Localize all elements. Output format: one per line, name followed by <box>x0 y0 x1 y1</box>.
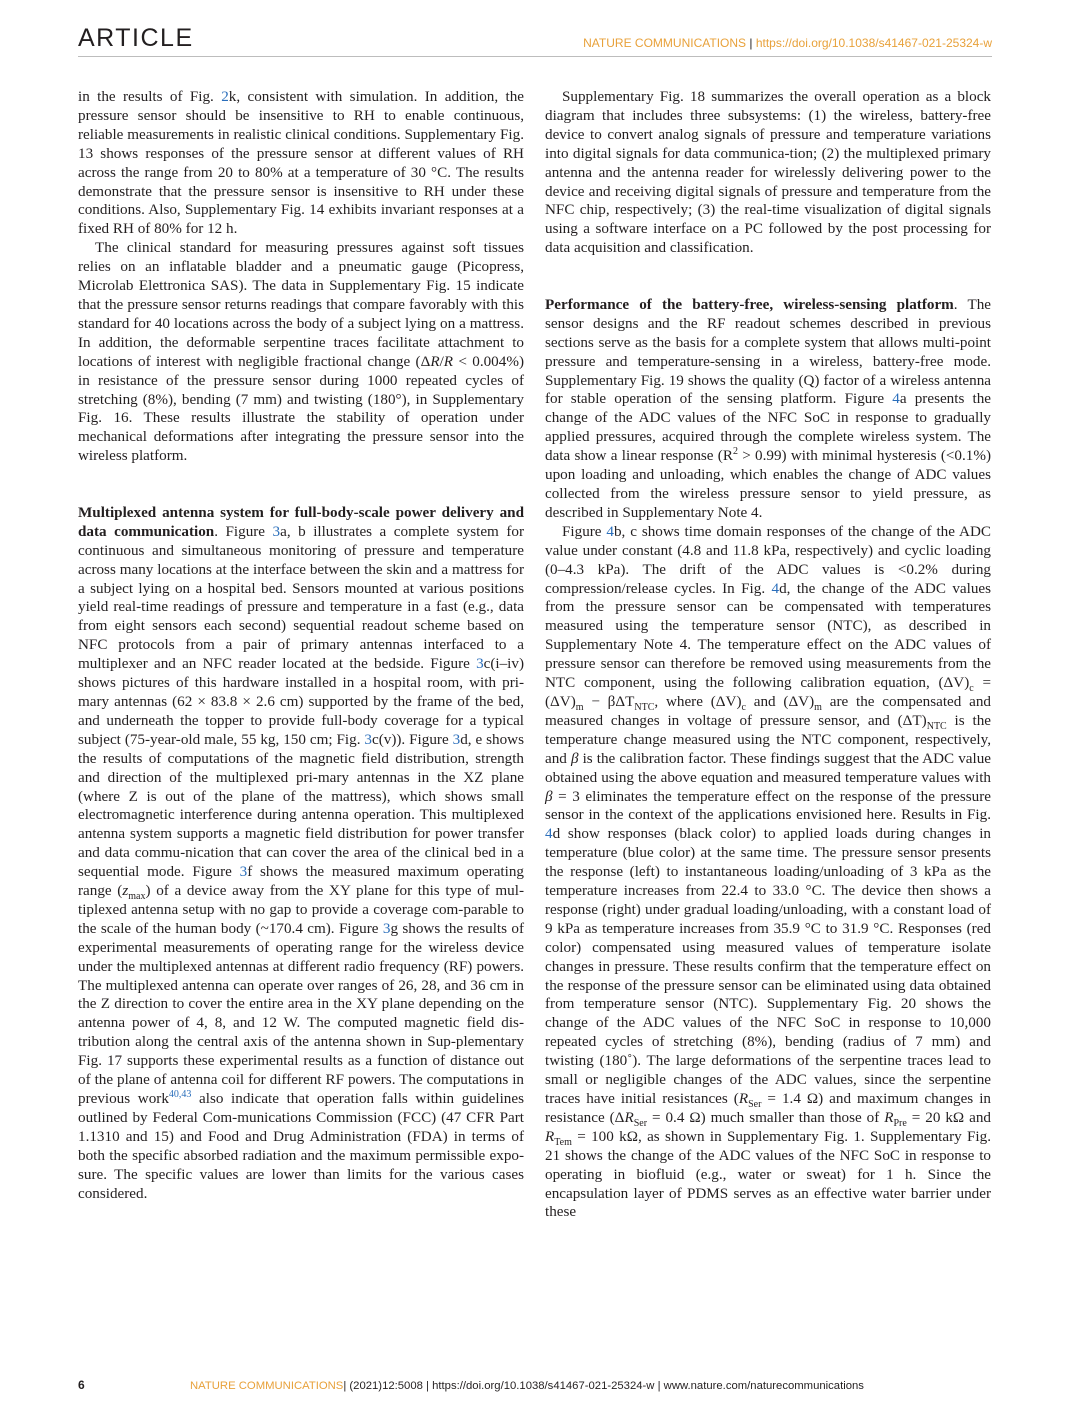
paragraph: Performance of the battery-free, wireless-sensing platform. The sensor designs and the RF readout schemes described in previous sections serve as the basis for a complete system that allows multi-point pressure and temperature-sensing in a wireless, battery-free mode. Supplementary Fig. 19 shows the quality (Q) factor of a wireless antenna for stable operation of the sensing platform. Figure 4a presents the change of the ADC values of the NFC SoC in response to gradually applied pressures, acquired through the complete wireless system. The data show a linear response $(R^2 > 0.99)$ with minimal hysteresis (<0.1%) upon loading and unloading, which enables the change of ADC values collected from the wireless pressure sensor to yield pressure, as described in Supplementary Note 4. <box>545 295 991 521</box>
section-gap <box>78 466 524 504</box>
section-heading: Performance of the battery-free, wireless-sensing platform <box>545 295 954 313</box>
paragraph: Supplementary Fig. 18 summarizes the overall operation as a block diagram that includes three subsystems: (1) the wireless, battery-free device to convert analog signals of pressure and temperature variations into digital signals for data communica-tion; (2) the multiplexed primary antenna and the antenna reader for wirelessly delivering power to the device and receiving digital signals of pressure and temperature from the NFC chip, respectively; (3) the real-time visualization of digital signals using a software interface on a PC followed by the post processing for data acquisition and classification. <box>545 88 991 257</box>
paragraph: Multiplexed antenna system for full-body-scale power delivery and data communication. Figure 3a, b illustrates a complete system for continuous and simultaneous monitoring of pressure and temperature across many locations at the interface between the skin and a mattress for a subject lying on a hospital bed. Sensors mounted at various positions yield real-time readings of pressure and temperature in a fast (e.g., data from eight sensors each second) sequential readout scheme based on NFC protocols from a pair of primary antennas interfaced to a multiplexer and an NFC reader located at the bedside. Figure 3c(i–iv) shows pictures of this hardware installed in a hospital room, with pri-mary antennas (62 × 83.8 × 2.6 cm) supported by the frame of the bed, and underneath the topper to provide full-body coverage for a typical subject (75-year-old male, 55 kg, 150 cm; Fig. 3c(v)). Figure 3d, e shows the results of computations of the magnetic field distribution, strength and direction of the multiplexed pri-mary antennas in the XZ plane (where Z is out of the plane of the mattress), which shows small electromagnetic interference during antenna operation. This multiplexed antenna system supports a magnetic field distribution for power transfer and data commu-nication that can cover the area of the clinical bed in a sequential mode. Figure 3f shows the measured maximum operating range $(z_{max})$ of a device away from the XY plane for this type of mul-tiplexed antenna setup with no gap to provide a coverage com-parable to the scale of the human body (~170.4 cm). Figure 3g shows the results of experimental measurements of operating range for the wireless device under the multiplexed antennas at different radio frequency (RF) powers. The multiplexed antenna can operate over ranges of 26, 28, and 36 cm in the Z direction to cover the entire area in the XY plane depending on the antenna power of 4, 8, and 12 W. The computed magnetic field dis-tribution along the central axis of the antenna shown in Sup-plementary Fig. 17 supports these experimental results as a function of distance out of the plane of antenna coil for different RF powers. The computations in previous work$^{40,43}$ also indicate that operation falls within guidelines outlined by Federal Com-munications Commission (FCC) (47 CFR Part 1.1310 and 15) and Food and Drug Administration (FDA) in terms of both the specific absorbed radiation and the maximum permissible expo-sure. The specific values are lower than limits for the various cases considered. <box>78 503 524 1202</box>
citation-link[interactable]: 40,43 <box>168 1088 192 1100</box>
figure-link[interactable]: 4 <box>892 390 900 408</box>
paragraph: The clinical standard for measuring pressures against soft tissues relies on an inflatable bladder and a pneumatic gauge (Picopress, Microlab Elettronica SAS). The data in Supplementary Fig. 15 indicate that the pressure sensor returns readings that compare favorably with this standard for 40 locations across the body of a subject lying on a mattress. In addition, the deformable serpentine traces facilitate attachment to locations of interest with negligible fractional change (ΔR/R < 0.004%) in resistance of the pressure sensor during 1000 repeated cycles of stretching (8%), bending (7 mm) and twisting (180°), in Supplementary Fig. 16. These results illustrate the stability of operation under mechanical deformations after integrating the pressure sensor into the wireless platform. <box>78 239 524 465</box>
figure-link[interactable]: 3 <box>364 730 372 748</box>
figure-link[interactable]: 4 <box>771 579 780 597</box>
figure-link[interactable]: 4 <box>606 522 614 540</box>
figure-link[interactable]: 3 <box>272 522 281 540</box>
figure-link[interactable]: 3 <box>476 655 484 673</box>
section-gap <box>545 258 991 296</box>
right-column <box>545 88 991 1222</box>
footer-journal-name: NATURE COMMUNICATIONS <box>190 1380 344 1392</box>
figure-link[interactable]: 3 <box>452 730 461 748</box>
running-header <box>583 36 992 50</box>
footer-citation: | (2021)12:5008 | https://doi.org/10.1038/s41467-021-25324-w | www.nature.com/naturecommunications <box>343 1380 864 1392</box>
paragraph: in the results of Fig. 2k, consistent with simulation. In addition, the pressure sensor should be insensitive to RH to enable continuous, reliable measurements in realistic clinical conditions. Supplementary Fig. 13 shows responses of the pressure sensor at different values of RH across the range from 20 to 80% at a temperature of 30 °C. The results demonstrate that the pressure sensor is insensitive to RH under these conditions. Also, Supplementary Fig. 14 exhibits invariant responses at a fixed RH of 80% for 12 h. <box>78 88 524 238</box>
section-label: ARTICLE <box>78 24 194 52</box>
page-number: 6 <box>78 1378 85 1392</box>
header-doi-link[interactable]: https://doi.org/10.1038/s41467-021-25324-w <box>755 36 992 50</box>
page-footer <box>78 1378 864 1392</box>
figure-link[interactable]: 2 <box>221 88 229 105</box>
header-journal-name: NATURE COMMUNICATIONS <box>583 36 747 50</box>
header-separator: | <box>746 36 756 50</box>
left-column <box>78 88 524 1203</box>
figure-link[interactable]: 3 <box>239 863 248 881</box>
header-divider <box>78 56 992 57</box>
figure-link[interactable]: 4 <box>545 825 553 843</box>
section-heading: Multiplexed antenna system for full-body-scale power delivery and data communication <box>78 503 524 540</box>
figure-link[interactable]: 3 <box>382 919 391 937</box>
paragraph: Figure 4b, c shows time domain responses of the change of the ADC value under constant (4.8 and 11.8 kPa, respectively) and cyclic loading (0–4.3 kPa). The drift of the ADC values is <0.2% during compression/release cycles. In Fig. 4d, the change of the ADC values from the pressure sensor can be compensated with temperatures measured using the temperature sensor (NTC), as described in Supplementary Note 4. The temperature effect on the ADC values of pressure sensor can therefore be removed using measurements from the NTC component, using the following calibration equation, $(\Delta V)_c = (\Delta V)_m - \beta\Delta T_{NTC}$, where $(\Delta V)_c$ and $(\Delta V)_m$ are the compensated and measured changes in voltage of pressure sensor, and $(\Delta T)_{NTC}$ is the temperature change measured using the NTC component, respectively, and β is the calibration factor. These findings suggest that the ADC value obtained using the above equation and measured temperature values with β = 3 eliminates the temperature effect on the response of the pressure sensor in the context of the applications envisioned here. Results in Fig. 4d show responses (black color) to applied loads during changes in temperature (blue color) at the same time. The pressure sensor presents the response (left) to instantaneous loading/unloading of 3 kPa as the temperature increases from 22.4 to 33.0 °C. The device then shows a response (right) under gradual loading/unloading, with a constant load of 9 kPa as temperature increases from 35.9 °C to 31.9 °C. Responses (red color) compensated using measured values of temperature isolate changes in pressure. These results confirm that the temperature effect on the response of the pressure sensor can be eliminated using data obtained from temperature sensor (NTC). Supplementary Fig. 20 shows the change of the ADC values of the NFC SoC in response to 10,000 repeated cycles of stretching (8%), bending (radius of 7 mm) and twisting (180˚). The large deformations of the serpentine traces lead to small or negligible changes of the ADC values, since the serpentine traces have initial resistances ($R_{Ser} = 1.4$ Ω) and maximum changes in resistance ($\Delta R_{Ser} = 0.4$ Ω) much smaller than those of $R_{Pre} = 20$ kΩ and $R_{Tem} = 100$ kΩ, as shown in Supplementary Fig. 1. Supplementary Fig. 21 shows the change of the ADC values of the NFC SoC in response to operating in biofluid (e.g., water or sweat) for 1 h. Since the encapsulation layer of PDMS serves as an effective water barrier under these <box>545 522 992 1221</box>
